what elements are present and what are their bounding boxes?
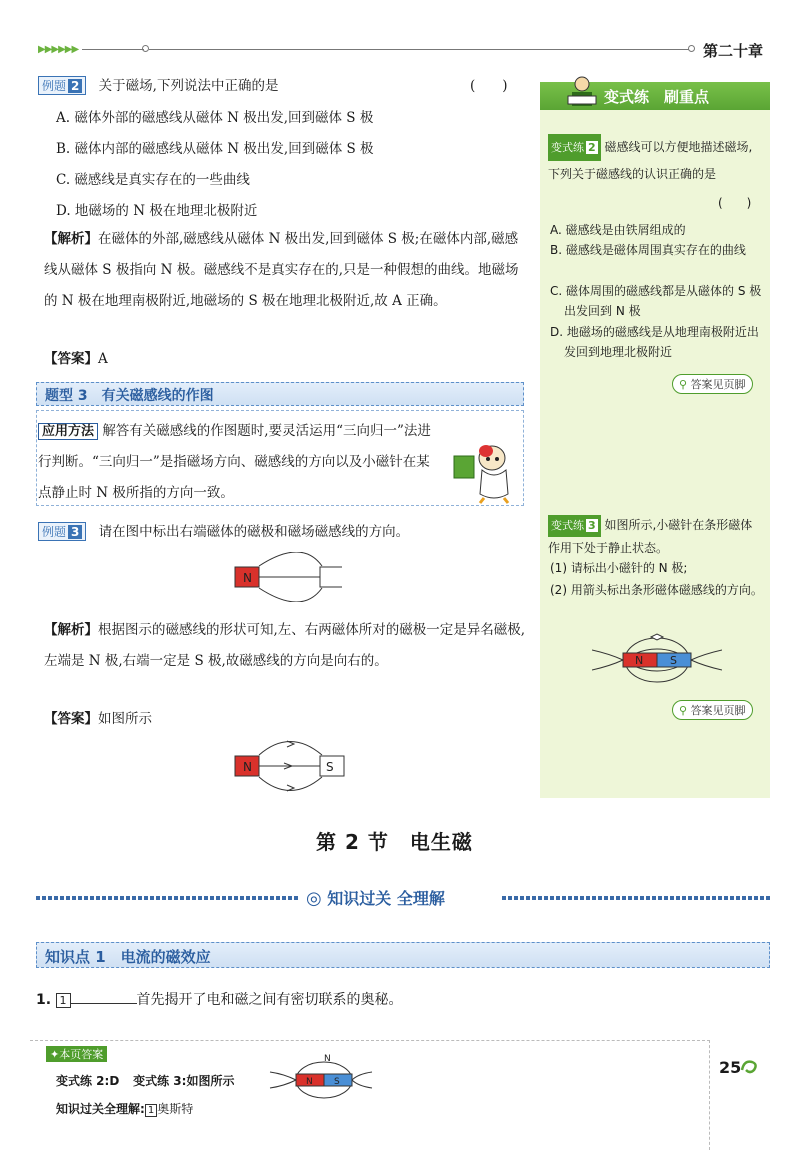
panel-figure-s-label: S (670, 654, 677, 667)
mascot-illustration (452, 440, 520, 504)
example2-option-a: A. 磁体外部的磁感线从磁体 N 极出发,回到磁体 S 极 (56, 110, 374, 126)
example3-figure (232, 552, 347, 602)
panel-ex3-stem: 变式练 3 如图所示,小磁针在条形磁体作用下处于静止状态。 (548, 514, 764, 559)
footer-dashed-top (30, 1040, 710, 1041)
panel-figure-n-label: N (635, 654, 644, 667)
question-1: 1. 1 首先揭开了电和磁之间有密切联系的奥秘。 (36, 992, 403, 1008)
footer-figure-n: N (306, 1077, 313, 1087)
example2-stem: 关于磁场,下列说法中正确的是 (98, 78, 279, 94)
header-rule (149, 49, 689, 50)
page-answer-tag: ✦本页答案 (46, 1046, 107, 1062)
key-icon: ⚲ (679, 378, 688, 391)
reader-icon (564, 74, 600, 110)
example-tag: 例题 3 (38, 522, 86, 541)
knowledge-rule-left (36, 896, 298, 900)
example3-answer: 【答案】如图所示 (44, 711, 152, 727)
example-tag: 例题 2 (38, 76, 86, 95)
example2-paren: ( ) (470, 78, 508, 94)
panel-ex2-option-c: C. 磁体周围的磁感线都是从磁体的 S 极出发回到 N 极 (550, 284, 762, 318)
panel-ex2-option-d: D. 地磁场的磁感线是从地理南极附近出发回到地理北极附近 (550, 325, 759, 359)
method-tag: 应用方法 (38, 423, 98, 440)
header-dot-right (688, 45, 695, 52)
practice-panel (540, 82, 770, 798)
footer-figure-s: S (334, 1077, 340, 1087)
header-dot-left (142, 45, 149, 52)
example2-option-c: C. 磁感线是真实存在的一些曲线 (56, 172, 250, 188)
chapter-title: 第二十章 (703, 42, 764, 60)
type3-bar: 题型 3 有关磁感线的作图 (36, 382, 524, 406)
knowledge-banner: ◎ 知识过关 全理解 (306, 888, 445, 909)
swirl-icon: ◎ (306, 888, 322, 909)
practice-panel-header: 变式练 刷重点 (540, 82, 770, 110)
panel-ex3-q1: (1) 请标出小磁针的 N 极; (550, 561, 688, 575)
blank-number-box: 1 (56, 993, 71, 1008)
panel-ex3-q2: (2) 用箭头标出条形磁体磁感线的方向。 (550, 583, 763, 597)
footer-line-2: 知识过关全理解: 1 奥斯特 (56, 1102, 194, 1116)
panel-ex2-stem: 变式练 2 磁感线可以方便地描述磁场,下列关于磁感线的认识正确的是 (548, 134, 764, 188)
header-arrows: ▶▶▶▶▶▶ (38, 44, 79, 55)
panel-ex3-figure (592, 632, 722, 688)
example2-option-d: D. 地磁场的 N 极在地理北极附近 (56, 203, 258, 219)
footer-figure-top-n: N (324, 1054, 331, 1064)
footer-line-1: 变式练 2:D 变式练 3:如图所示 (56, 1074, 235, 1088)
panel-ex2-answer-note: ⚲ 答案见页脚 (672, 374, 753, 394)
page-swirl-icon (738, 1056, 760, 1078)
panel-ex2-option-b: B. 磁感线是磁体周围真实存在的曲线 (550, 243, 746, 257)
footer-figure (266, 1052, 376, 1100)
example3-analysis: 【解析】根据图示的磁感线的形状可知,左、右两磁体所对的磁极一定是异名磁极,左端是 N 极,右端一定是 S 极,故磁感线的方向是向右的。 (44, 622, 526, 669)
header-rule-left (82, 49, 144, 50)
example2-answer: 【答案】A (44, 351, 108, 367)
panel-ex3-answer-note: ⚲ 答案见页脚 (672, 700, 753, 720)
key-icon: ⚲ (679, 704, 688, 717)
answer-figure-s-label: S (326, 760, 334, 774)
example2-option-b: B. 磁体内部的磁感线从磁体 N 极出发,回到磁体 S 极 (56, 141, 374, 157)
method-text: 应用方法 解答有关磁感线的作图题时,要灵活运用“三向归一”法进行判断。“三向归一”是指磁场方向、磁感线的方向以及小磁针在某点静止时 N 极所指的方向一致。 (38, 423, 431, 501)
answer-blank[interactable] (71, 1003, 137, 1004)
example3-stem: 请在图中标出右端磁体的磁极和磁场磁感线的方向。 (98, 524, 410, 540)
example2-stem-line (38, 74, 278, 95)
footer-dashed-vertical (709, 1040, 710, 1150)
example2-analysis: 【解析】在磁体的外部,磁感线从磁体 N 极出发,回到磁体 S 极;在磁体内部,磁感线从磁体 S 极指向 N 极。磁感线不是真实存在的,只是一种假想的曲线。地磁场的 N 极在地理南极附近,地磁场的 S 极在地理北极附近,故 A 正确。 (44, 231, 519, 309)
example3-answer-figure (232, 740, 347, 792)
panel-ex2-paren: ( ) (718, 196, 752, 210)
answer-figure-n-label: N (243, 760, 252, 774)
section-title: 第 2 节 电生磁 (316, 830, 473, 854)
knowledge-point-bar: 知识点 1 电流的磁效应 (36, 942, 770, 968)
knowledge-rule-right (502, 896, 770, 900)
example3-stem-line (38, 520, 409, 541)
page-number: 25 (719, 1058, 742, 1077)
bulb-icon: ✦ (50, 1048, 60, 1061)
panel-ex2-option-a: A. 磁感线是由铁屑组成的 (550, 223, 686, 237)
example3-figure-n-label: N (243, 571, 252, 585)
